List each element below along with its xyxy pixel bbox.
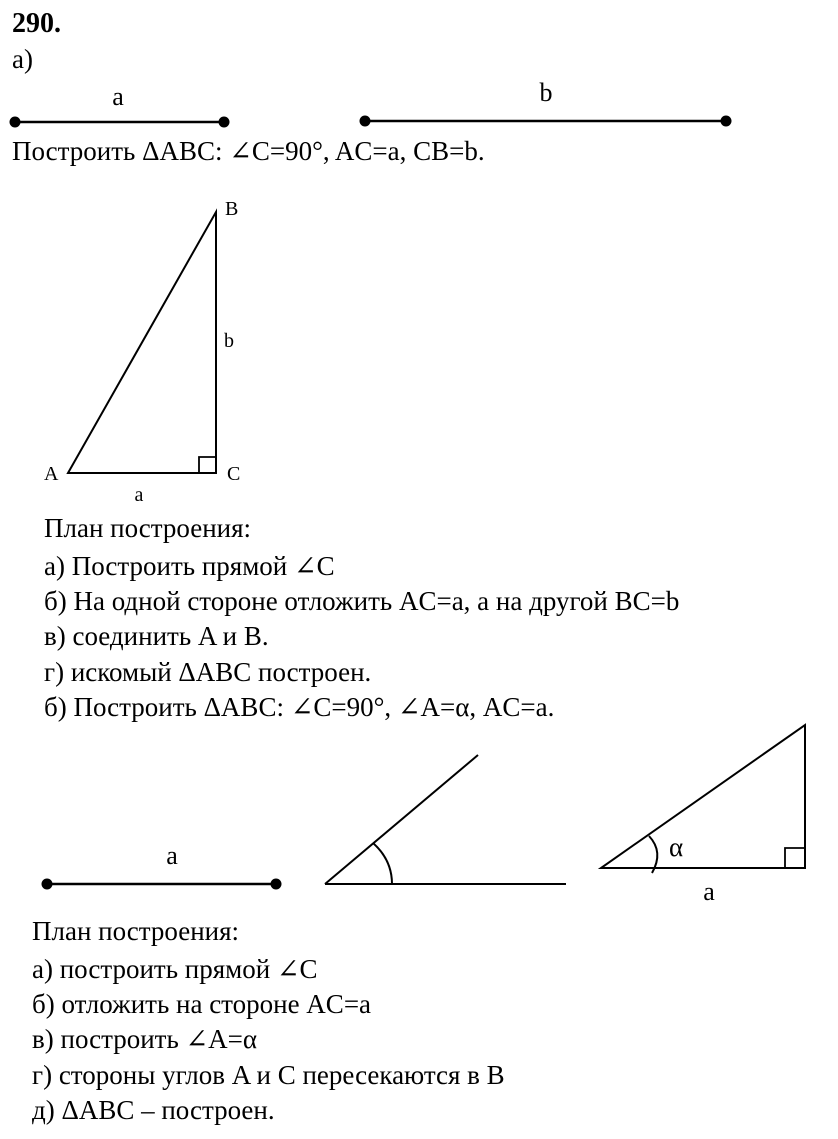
segment-b-given [360, 116, 732, 127]
segment-a-label-2: a [166, 841, 178, 870]
angle-alpha-given [325, 755, 566, 884]
problem-number: 290. [12, 8, 61, 39]
angle-alpha-label: α [669, 832, 684, 862]
plan-b-step-1: а) построить прямой ∠C [32, 954, 318, 984]
triangle-abc [68, 212, 216, 473]
plan-b-step-4: г) стороны углов A и C пересекаются в B [32, 1060, 505, 1090]
segment-a-label: a [112, 82, 124, 111]
side-a-label: a [134, 484, 144, 506]
plan-a-step-3: в) соединить A и B. [44, 621, 269, 651]
vertex-b-label: B [225, 198, 239, 220]
plan-b-step-2: б) отложить на стороне AC=a [32, 989, 372, 1019]
plan-title-b: План построения: [32, 916, 240, 946]
right-angle-mark-2 [785, 848, 805, 868]
plan-b-step-3: в) построить ∠A=α [32, 1024, 258, 1054]
angle-arc [373, 843, 392, 884]
part-a-label: а) [12, 44, 33, 74]
vertex-a-label: A [44, 463, 59, 485]
segment-a-given-2 [42, 879, 282, 890]
segment-a-given [10, 117, 230, 128]
part-a-task: Построить ΔABC: ∠C=90°, AC=a, CB=b. [12, 136, 485, 166]
plan-title-a: План построения: [44, 513, 252, 543]
plan-a-step-1: а) Построить прямой ∠C [44, 551, 335, 581]
plan-a-step-4: г) искомый ΔABC построен. [44, 657, 372, 687]
plan-b-step-5: д) ΔABC – построен. [32, 1095, 275, 1125]
plan-a-step-2: б) На одной стороне отложить AC=a, а на другой BC=b [44, 586, 680, 616]
side-a-label-2: a [703, 877, 715, 906]
side-b-label: b [224, 330, 234, 352]
part-b-task: б) Построить ΔABC: ∠C=90°, ∠A=α, AC=a. [44, 692, 555, 722]
vertex-c-label: C [227, 463, 241, 485]
triangle-abc-2 [601, 725, 805, 873]
segment-b-label: b [539, 78, 553, 107]
right-angle-mark [199, 457, 216, 473]
